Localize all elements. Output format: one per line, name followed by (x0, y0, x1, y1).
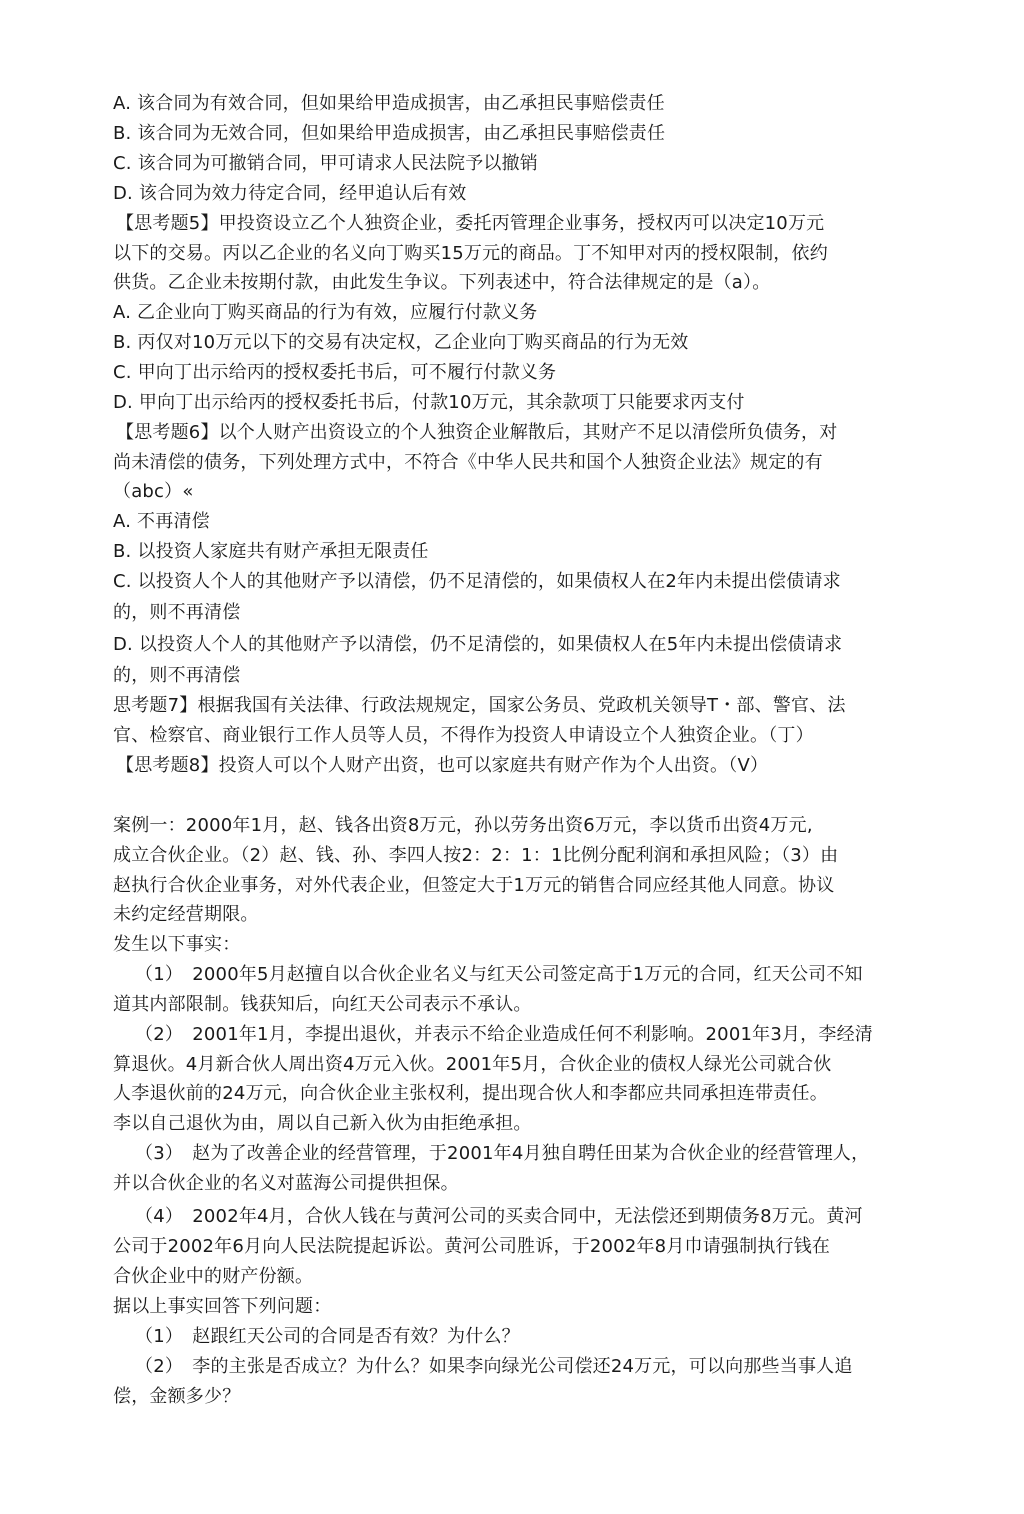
option-c-cont: 的，则不再清偿 (113, 602, 241, 623)
option-b: B. 以投资人家庭共有财产承担无限责任 (113, 541, 429, 562)
option-b: B. 该合同为无效合同，但如果给甲造成损害，由乙承担民事赔偿责任 (113, 123, 666, 144)
questions-heading: 据以上事实回答下列问题： (113, 1296, 332, 1317)
case-one-line: 案例一：2000年1月，赵、钱各出资8万元，孙以劳务出资6万元，李以货币出资4万元, (113, 815, 813, 836)
option-d: D. 该合同为效力待定合同，经甲追认后有效 (113, 183, 467, 204)
fact-2-cont: 人李退伙前的24万元，向合伙企业主张权利，提出现合伙人和李都应共同承担连带责任。 (113, 1083, 828, 1104)
option-a: A. 该合同为有效合同，但如果给甲造成损害，由乙承担民事赔偿责任 (113, 93, 665, 114)
option-c: C. 该合同为可撤销合同，甲可请求人民法院予以撤销 (113, 153, 539, 174)
option-d: D. 甲向丁出示给丙的授权委托书后，付款10万元，其余款项丁只能要求丙支付 (113, 392, 745, 413)
fact-3-cont: 并以合伙企业的名义对蓝海公司提供担保。 (113, 1173, 459, 1194)
question-7-line: 官、检察官、商业银行工作人员等人员，不得作为投资人申请设立个人独资企业。（丁） (113, 725, 814, 746)
question-5-line: 以下的交易。丙以乙企业的名义向丁购买15万元的商品。丁不知甲对丙的授权限制，依约 (113, 243, 828, 264)
question-6-line: 尚未清偿的债务，下列处理方式中，不符合《中华人民共和国个人独资企业法》规定的有 (113, 452, 823, 473)
fact-2-cont: 李以自己退伙为由，周以自己新入伙为由拒绝承担。 (113, 1113, 532, 1134)
option-c: C. 甲向丁出示给丙的授权委托书后，可不履行付款义务 (113, 362, 557, 383)
fact-4-cont: 合伙企业中的财产份额。 (113, 1266, 314, 1287)
question-8-line: 【思考题8】投资人可以个人财产出资，也可以家庭共有财产作为个人出资。（V） (116, 755, 769, 776)
fact-4-cont: 公司于2002年6月向人民法院提起诉讼。黄河公司胜诉，于2002年8月巾请强制执行钱在 (113, 1236, 831, 1257)
question-1: （1） 赵跟红天公司的合同是否有效？为什么？ (135, 1326, 520, 1347)
question-7-line: 思考题7】根据我国有关法律、行政法规规定，国家公务员、党政机关领导T・部、警官、法 (113, 695, 846, 716)
option-a: A. 乙企业向丁购买商品的行为有效，应履行付款义务 (113, 302, 538, 323)
option-c: C. 以投资人个人的其他财产予以清偿，仍不足清偿的，如果债权人在2年内未提出偿债请求 (113, 571, 841, 592)
fact-1-cont: 道其内部限制。钱获知后，向红天公司表示不承认。 (113, 994, 532, 1015)
question-2-cont: 偿，金额多少？ (113, 1386, 241, 1407)
question-2: （2） 李的主张是否成立？为什么？如果李向绿光公司偿还24万元，可以向那些当事人追 (135, 1356, 853, 1377)
case-one-line: 赵执行合伙企业事务，对外代表企业，但签定大于1万元的销售合同应经其他人同意。协议 (113, 875, 835, 896)
fact-4: （4） 2002年4月，合伙人钱在与黄河公司的买卖合同中，无法偿还到期债务8万元。黄河 (135, 1206, 863, 1227)
option-a: A. 不再清偿 (113, 511, 210, 532)
fact-2: （2） 2001年1月，李提出退伙，并表示不给企业造成任何不利影响。2001年3月，李经清 (135, 1024, 873, 1045)
fact-3: （3） 赵为了改善企业的经营管理，于2001年4月独自聘任田某为合伙企业的经营管理人， (135, 1143, 870, 1164)
option-d: D. 以投资人个人的其他财产予以清偿，仍不足清偿的，如果债权人在5年内未提出偿债请求 (113, 634, 843, 655)
question-5-line: 供货。乙企业未按期付款，由此发生争议。下列表述中，符合法律规定的是（a）。 (113, 272, 771, 293)
question-6-line: 【思考题6】以个人财产出资设立的个人独资企业解散后，其财产不足以清偿所负债务，对 (116, 422, 838, 443)
question-6-answer: （abc）« (113, 481, 194, 502)
question-5-line: 【思考题5】甲投资设立乙个人独资企业，委托丙管理企业事务，授权丙可以决定10万元 (116, 213, 825, 234)
facts-heading: 发生以下事实： (113, 934, 241, 955)
option-d-cont: 的，则不再清偿 (113, 665, 241, 686)
option-b: B. 丙仅对10万元以下的交易有决定权，乙企业向丁购买商品的行为无效 (113, 332, 689, 353)
fact-1: （1） 2000年5月赵擅自以合伙企业名义与红天公司签定高于1万元的合同，红天公司不知 (135, 964, 863, 985)
fact-2-cont: 算退伙。4月新合伙人周出资4万元入伙。2001年5月，合伙企业的债权人绿光公司就合伙 (113, 1054, 832, 1075)
case-one-line: 未约定经营期限。 (113, 904, 259, 925)
case-one-line: 成立合伙企业。（2）赵、钱、孙、李四人按2：2：1：1比例分配利润和承担风险；（3）由 (113, 845, 839, 866)
